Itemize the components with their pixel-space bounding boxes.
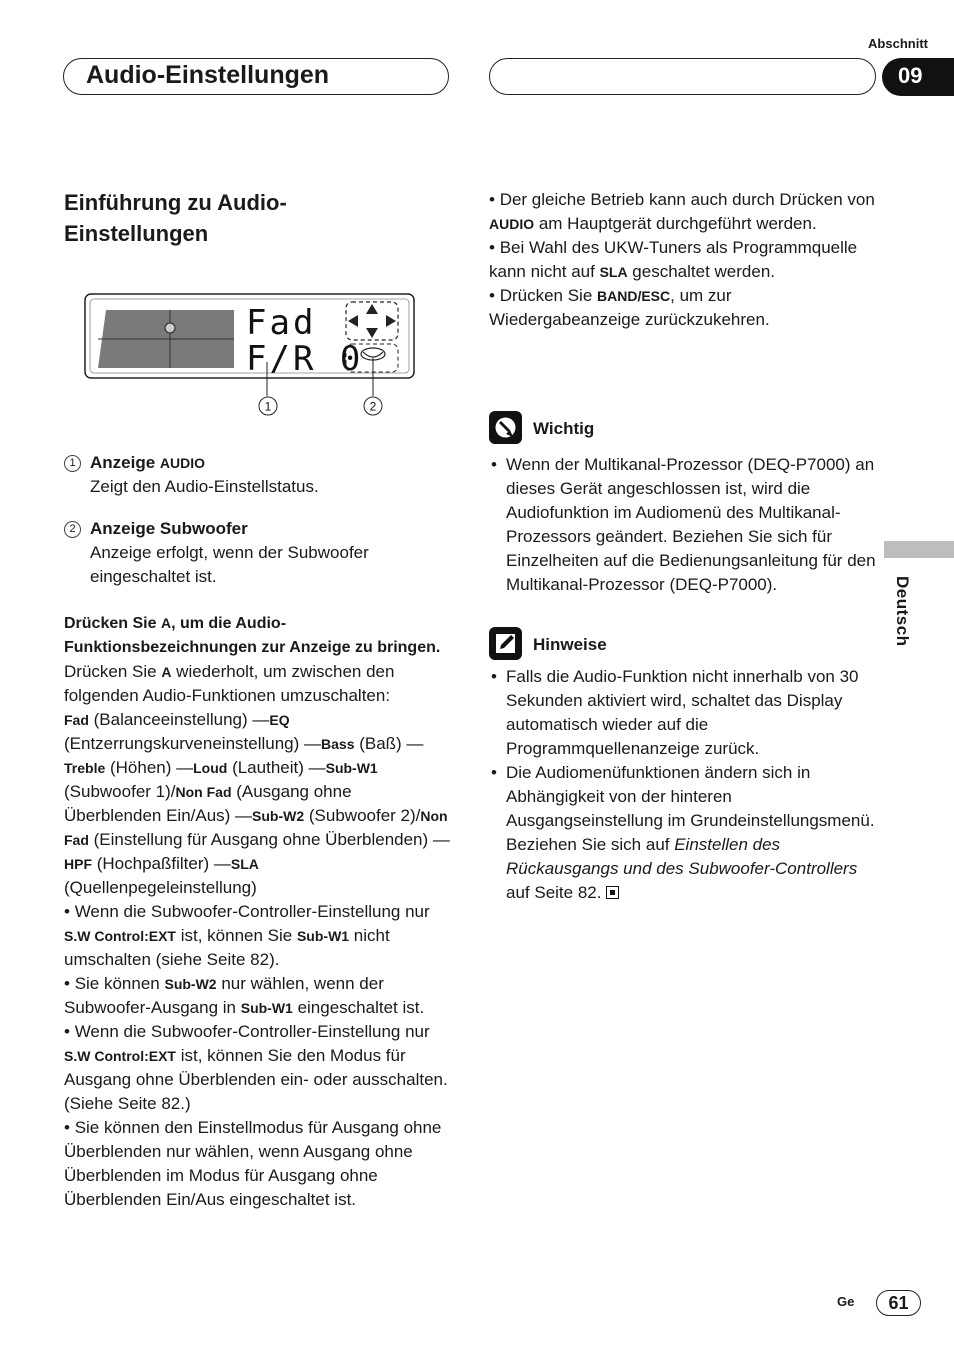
important-label: Wichtig [533,419,595,438]
section-label: Abschnitt [868,36,928,51]
func-text: (Höhen) — [105,758,194,777]
func-eq: EQ [269,712,290,728]
step-heading [64,611,452,660]
note-text: Bei Wahl des UKW-Tuners als Programmquelle kann nicht auf [489,238,858,281]
step-heading-text-2: , um die Audio-Funktionsbezeichnungen zur Anzeige zu bringen. [64,615,441,656]
note-text: Die Audiomenüfunktionen ändern sich in Abhängigkeit von der hinteren Ausgangseinstellung im Grundeinstellungsmenü. Beziehen Sie sich auf [506,763,875,854]
note-key: SLA [599,264,628,280]
note-key: S.W Control:EXT [64,1048,176,1064]
note-text: , um zur Wiedergabeanzeige zurückzukehren. [489,286,770,329]
callout-list [64,451,452,589]
func-nonfad: Non Fad [64,808,448,848]
note-key: Sub-W1 [240,1000,293,1016]
balance-point-icon [165,323,175,333]
bullet-note: • Sie können Sub-W2 nur wählen, wenn der Subwoofer-Ausgang in Sub-W1 eingeschaltet ist. [64,974,425,1017]
left-column [64,187,452,249]
bullet-note: • Bei Wahl des UKW-Tuners als Programmquelle kann nicht auf SLA geschaltet werden. [489,238,858,281]
func-text: (Einstellung für Ausgang ohne Überblenden) — [88,830,450,849]
note-text: am Hauptgerät durchgeführt werden. [534,214,817,233]
notes-label: Hinweise [533,635,607,654]
lcd-display-illustration [84,292,416,420]
step-body-key: A [161,664,172,680]
callout-number: 1 [64,455,81,472]
func-text: (Quellenpegeleinstellung) [64,878,257,897]
display-line-1: Fad [246,303,317,343]
note-text: geschaltet werden. [627,262,775,281]
callout-marker-2: 2 [369,399,377,414]
notes-box [489,627,877,905]
note-text: Wenn die Subwoofer-Controller-Einstellung nur [74,902,430,921]
footer-lang-code: Ge [837,1294,855,1309]
func-text: (Ausgang ohne Überblenden Ein/Aus) — [64,782,352,825]
func-text: (Hochpaßfilter) — [92,854,231,873]
important-box [489,411,877,597]
note-text: ist, können Sie [176,926,297,945]
callout-code: AUDIO [159,455,206,471]
note-text: Sie können [74,974,165,993]
func-hpf: HPF [64,856,92,872]
left-body [64,451,452,1212]
notes-pencil-icon [489,627,522,660]
bullet-note: • Wenn die Subwoofer-Controller-Einstellung nur S.W Control:EXT ist, können Sie den Modus für Ausgang ohne Überblenden ein- oder ausschalten. (Siehe Seite 82.) [64,1022,448,1113]
note-text: Wenn die Subwoofer-Controller-Einstellung nur [74,1022,430,1041]
func-loud: Loud [193,760,228,776]
header-blank-box [489,58,876,95]
display-line-2: F/R 0 [246,339,364,379]
note-key: Sub-W2 [164,976,217,992]
func-nonfad: Non Fad [175,784,232,800]
func-subw1: Sub-W1 [325,760,378,776]
func-fad: Fad [64,712,89,728]
callout-desc: Zeigt den Audio-Einstellstatus. [90,477,319,496]
note-text: auf Seite 82. [506,883,602,902]
func-text: (Subwoofer 1)/ [64,782,176,801]
important-item: • Wenn der Multikanal-Prozessor (DEQ-P7000) an dieses Gerät angeschlossen ist, wird die Audiofunktion im Audiomenü des Multikanal-Prozessors geändert. Beziehen Sie sich für Einzelheiten auf die Bedienungsanleitung für den Multikanal-Prozessor (DEQ-P7000). [489,453,877,597]
note-text: eingeschaltet ist. [292,998,425,1017]
step-body [64,660,452,708]
step-heading-text: Drücken Sie [64,615,161,632]
function-sequence [64,708,452,900]
step-body-text-2: wiederholt, um zwischen den folgenden Audio-Funktionen umzuschalten: [64,662,395,705]
callout-marker-1: 1 [264,399,272,414]
callout-item [64,517,452,589]
note-text: Der gleiche Betrieb kann auch durch Drücken von [499,190,875,209]
func-subw2: Sub-W2 [252,808,305,824]
note-key: AUDIO [489,216,535,232]
bullet-note: • Der gleiche Betrieb kann auch durch Drücken von AUDIO am Hauptgerät durchgeführt werden. [489,190,875,233]
section-title-box [63,58,449,95]
language-tab [884,541,954,558]
important-header [489,411,877,445]
func-treble: Treble [64,760,106,776]
note-text: nicht umschalten (siehe Seite 82). [64,926,390,969]
chapter-number: 09 [898,63,923,88]
func-text: (Entzerrungskurveneinstellung) — [64,734,322,753]
important-icon [489,411,522,444]
bullet-note: • Wenn die Subwoofer-Controller-Einstellung nur S.W Control:EXT ist, können Sie Sub-W1 nicht umschalten (siehe Seite 82). [64,902,430,969]
notes-item [489,761,877,905]
note-text: ist, können Sie den Modus für Ausgang ohne Überblenden ein- oder ausschalten. (Siehe Seite 82.) [64,1046,448,1113]
note-key: Sub-W1 [296,928,350,944]
func-text: (Baß) — [354,734,424,753]
callout-number: 2 [64,521,81,538]
callout-title: Anzeige Subwoofer [90,519,248,538]
func-bass: Bass [321,736,355,752]
chapter-badge [882,58,954,96]
callout-title: Anzeige [90,453,160,472]
page-number: 61 [876,1290,921,1316]
callout-desc: Anzeige erfolgt, wenn der Subwoofer eingeschaltet ist. [90,543,369,586]
lcd-display-figure [84,292,416,420]
func-text: (Subwoofer 2)/ [304,806,421,825]
right-column [489,188,877,332]
important-list [489,453,877,597]
notes-header [489,627,877,661]
notes-list [489,665,877,905]
step-heading-key: A [160,615,172,631]
step-body-text: Drücken Sie [64,662,162,681]
note-key: S.W Control:EXT [64,928,176,944]
notes-item: • Falls die Audio-Funktion nicht innerhalb von 30 Sekunden aktiviert wird, schaltet das Display automatisch wieder auf die Programmquellenanzeige zurück. [489,665,877,761]
language-label: Deutsch [893,576,912,647]
page-heading: Einführung zu Audio-Einstellungen [64,190,287,246]
func-text: (Balanceeinstellung) — [88,710,270,729]
section-title: Audio-Einstellungen [86,61,330,89]
note-text: nur wählen, wenn der Subwoofer-Ausgang in [64,974,384,1017]
note-text: Drücken Sie [499,286,598,305]
bullet-note: • Sie können den Einstellmodus für Ausgang ohne Überblenden nur wählen, wenn Ausgang ohne Überblenden im Modus für Ausgang ohne Überblenden Ein/Aus eingeschaltet ist. [64,1118,442,1209]
cross-reference: Einstellen des Rückausgangs und des Subwoofer-Controllers [506,835,858,878]
note-text: Sie können den Einstellmodus für Ausgang ohne Überblenden nur wählen, wenn Ausgang ohne Überblenden im Modus für Ausgang ohne Überblenden Ein/Aus eingeschaltet ist. [64,1118,442,1209]
bullet-note: • Drücken Sie BAND/ESC, um zur Wiedergabeanzeige zurückzukehren. [489,286,770,329]
func-sla: SLA [230,856,259,872]
end-mark-icon [606,886,619,899]
callout-item [64,451,452,499]
func-text: (Lautheit) — [227,758,326,777]
note-key: BAND/ESC [597,288,671,304]
